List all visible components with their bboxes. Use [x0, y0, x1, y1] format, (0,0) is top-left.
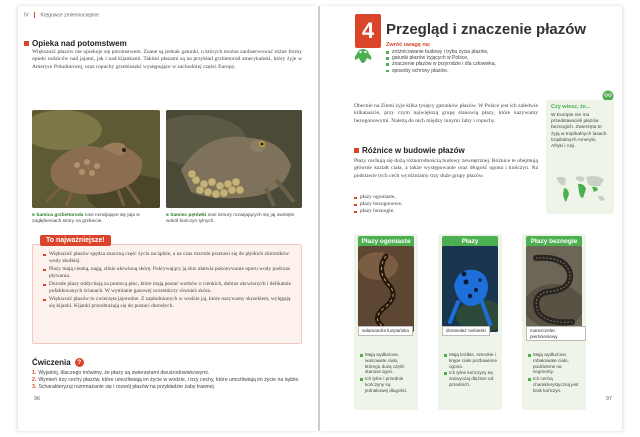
section-heading: Różnice w budowie płazów: [354, 146, 465, 155]
chapter-title: Przegląd i znaczenie płazów: [386, 21, 587, 38]
remember-item: sposoby ochrony płazów.: [386, 68, 496, 74]
caption-right: ■ Samiec pętówki nosi sznury rozwijających się jaj owinięte wokół kończyn tylnych.: [166, 213, 295, 224]
summary-item: Płazy mają cienką, nagą, silnie ukrwioną skórę. Pokrywający ją śluz ułatwia pokonywanie oporu wody podczas pływania.: [43, 266, 293, 280]
photo-caecilian: [526, 246, 582, 332]
group-item: płazy ogoniaste,: [354, 194, 402, 201]
photo-surinam-toad: [32, 110, 160, 208]
remember-item: zróżnicowanie budowy i trybu życia płazów,: [386, 49, 496, 55]
frog-icon: [353, 46, 373, 66]
right-page: [320, 6, 622, 431]
exercise-item: 2. Wymień trzy cechy płazów, które umożliwiają im życie w wodzie, i trzy cechy, które umożliwiają im życie na lądzie.: [32, 377, 300, 384]
did-you-know-box: Czy wiesz, że... W Europie nie ma przedstawicieli płazów beznogich. Zwierzęta te żyją w tropikalnych lasach tropikalnych Ameryki, Afryki i Azji.: [546, 100, 614, 214]
section-paragraph: Większość płazów nie opiekuje się potomstwem. Znane są jednak gatunki, u których można zaobserwować różne formy opieki rodziców nad jajami, jak i nad kijankami. Takimi płazami są na przykład grzbietorod amerykański, który żyje w Ameryce Południowej, oraz ropuchy grzebiuszki występujące w zachodniej części Europy.: [32, 49, 302, 70]
world-map-icon: [552, 172, 608, 206]
exercises-heading: Ćwiczenia ?: [32, 358, 84, 367]
summary-item: Większość płazów spędza znaczną część życia na lądzie, a na czas rozrodu przenosi się do płytkich zbiorników wody słodkiej.: [43, 251, 293, 265]
groups-list: [354, 194, 402, 215]
caption-left: ■ Samica grzbietoroda nosi rozwijające się jaja w zagłębieniach skóry na grzbiecie.: [32, 213, 140, 224]
intro-paragraph: Obecnie na Ziemi żyje kilka tysięcy gatunków płazów. W Polsce jest ich zaledwie kilkanaście, przy czym największą grupę stanowią płazy, które nazywamy bezogonowymi. Należą do nich między innymi żaby i ropuchy.: [354, 103, 538, 124]
exercise-item: 3. Scharakteryzuj rozmnażanie się i rozwój płazów na przykładzie żaby trawnej.: [32, 384, 216, 391]
page-number: 97: [606, 396, 613, 402]
section-paragraph: Płazy cechują się dużą różnorodnością budowy zewnętrznej. Różnice te obejmują głównie kształt ciała, a także występowanie oraz długość ogona i kończyn. Na podstawie tych cech wyróżniamy trzy duże grupy płazów.: [354, 158, 538, 179]
red-square-icon: [354, 148, 359, 153]
chapter-number-badge: 4: [355, 14, 381, 48]
summary-box: [32, 244, 302, 344]
group-item: płazy beznogie.: [354, 208, 402, 215]
summary-heading: To najważniejsze!: [40, 235, 111, 246]
remember-item: gatunki płazów żyjących w Polsce,: [386, 55, 496, 61]
remember-box: Zwróć uwagę na: zróżnicowanie budowy i trybu życia płazów, gatunki płazów żyjących w Polsce, znaczenie płazów w przyrodzie i dla człowieka, sposoby ochrony płazów.: [386, 42, 496, 74]
photo-blue-poison-frog: [442, 246, 498, 332]
remember-item: znaczenie płazów w przyrodzie i dla człowieka,: [386, 61, 496, 67]
section-heading: Opieka nad potomstwem: [24, 39, 127, 48]
column-tailed-amphibians: Płazy ogoniaste salamandra łuzytańska Mają wydłużone, walcowate ciało, którego dużą część stanowi ogon. Ich tylne i przednie kończyny są jednakowej długości.: [354, 234, 418, 410]
group-item: płazy bezogonowe,: [354, 201, 402, 208]
running-head: [24, 12, 99, 18]
summary-item: Dorosłe płazy oddychają za pomocą płuc, które mają postać worków o cienkich, dobrze ukrwionych i delikatnie pofałdowanych ścianach. W wymianie gazowej uczestniczy również skóra.: [43, 281, 293, 295]
question-badge-icon: ?: [75, 358, 84, 367]
column-tailless-amphibians: Płazy drzewołaz niebieski Mają krótkie, szerokie i krępe ciało pozbawione ogona. Ich tylne kończyny są zazwyczaj dłuższe od przednich.: [438, 234, 502, 410]
page-number: 96: [34, 396, 41, 402]
running-head-text: Kręgowce zmiennocieplne: [40, 12, 99, 19]
exercise-item: 1. Wyjaśnij, dlaczego mówimy, że płazy są zwierzętami dwuśrodowiskowymi.: [32, 370, 210, 376]
photo-salamander: [358, 246, 414, 332]
running-head-number: IV: [24, 12, 29, 19]
exercises-list: [32, 370, 304, 392]
red-square-icon: [24, 41, 29, 46]
column-legless-amphibians: Płazy beznogie marszczelec pierścieniowy Mają wydłużone, robakowate ciało, podzielone na segmenty. Ich cechą charakterystyczną jest brak kończyn.: [522, 234, 586, 410]
left-page: [18, 6, 318, 431]
summary-item: Większość płazów to zwierzęta jajorodne. Z zapłodnionych w wodzie jaj, które nazywamy skrzekiem, wylęgają się kijanki. Kijanki przeobrażają się do postaci dorosłych.: [43, 296, 293, 310]
photo-midwife-toad: [166, 110, 302, 208]
